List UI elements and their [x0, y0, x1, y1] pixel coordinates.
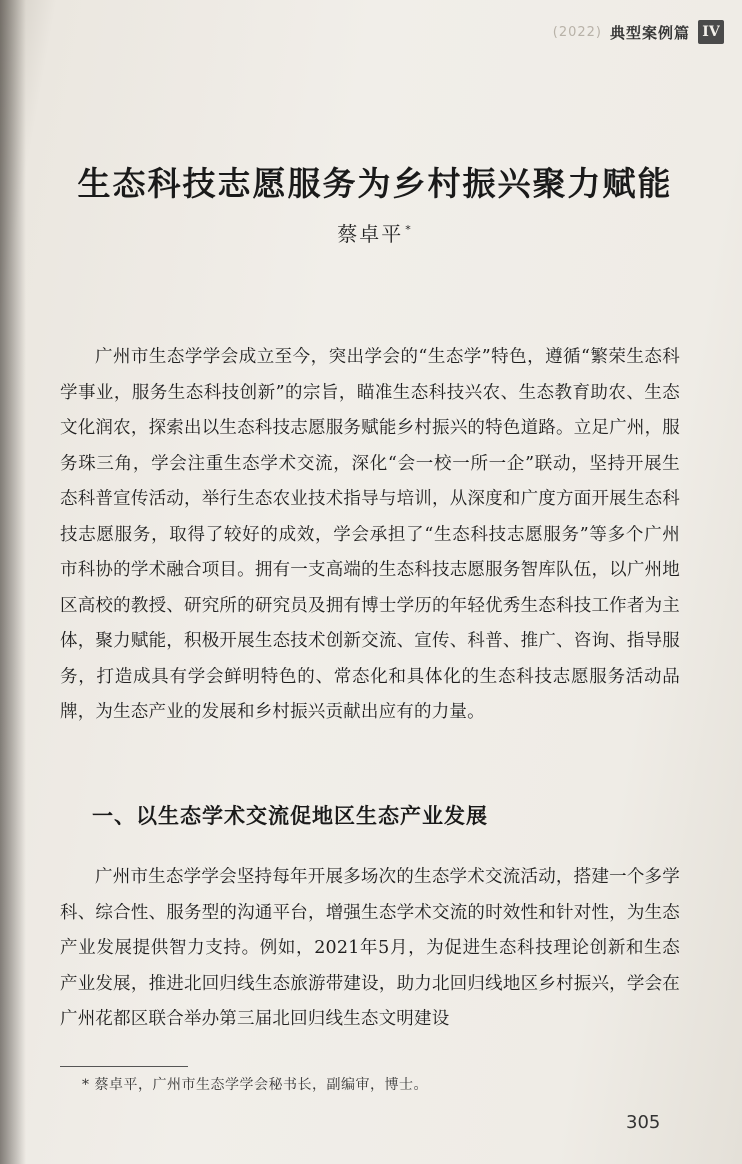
header-section-title: 典型案例篇 [609, 23, 690, 42]
footnote: * 蔡卓平，广州市生态学学会秘书长，副编审，博士。 [82, 1077, 428, 1093]
article-author [60, 218, 690, 247]
author-name: 蔡卓平 [337, 222, 404, 246]
section-paragraph: 广州市生态学学会坚持每年开展多场次的生态学术交流活动，搭建一个多学科、综合性、服务型的沟通平台，增强生态学术交流的时效性和针对性，为生态产业发展提供智力支持。例如，2021年5月，为促进生态科技理论创新和生态产业发展，推进北回归线生态旅游带建设，助力北回归线地区乡村振兴，学会在广州花都区联合举办第三届北回归线生态文明建设 [60, 867, 680, 1029]
header-part-badge: IV [698, 20, 724, 44]
running-header [553, 14, 724, 50]
header-year: (2022) [552, 24, 602, 40]
intro-paragraph: 广州市生态学学会成立至今，突出学会的“生态学”特色，遵循“繁荣生态科学事业，服务生态科技创新”的宗旨，瞄准生态科技兴农、生态教育助农、生态文化润农，探索出以生态科技志愿服务赋能乡村振兴的特色道路。立足广州，服务珠三角，学会注重生态学术交流，深化“会一校一所一企”联动，坚持开展生态科普宣传活动，举行生态农业技术指导与培训，从深度和广度方面开展生态科技志愿服务，取得了较好的成效，学会承担了“生态科技志愿服务”等多个广州市科协的学术融合项目。拥有一支高端的生态科技志愿服务智库队伍，以广州地区高校的教授、研究所的研究员及拥有博士学历的年轻优秀生态科技工作者为主体，聚力赋能，积极开展生态技术创新交流、宣传、科普、推广、咨询、指导服务，打造成具有学会鲜明特色的、常态化和具体化的生态科技志愿服务活动品牌，为生态产业的发展和乡村振兴贡献出应有的力量。 [60, 347, 680, 722]
footnote-divider [60, 1066, 188, 1067]
author-footnote-mark: * [405, 223, 413, 236]
section-heading: 一、以生态学术交流促地区生态产业发展 [92, 804, 488, 828]
spine-shadow [0, 0, 26, 1164]
article-title: 生态科技志愿服务为乡村振兴聚力赋能 [77, 164, 673, 203]
page-number: 305 [626, 1112, 661, 1133]
